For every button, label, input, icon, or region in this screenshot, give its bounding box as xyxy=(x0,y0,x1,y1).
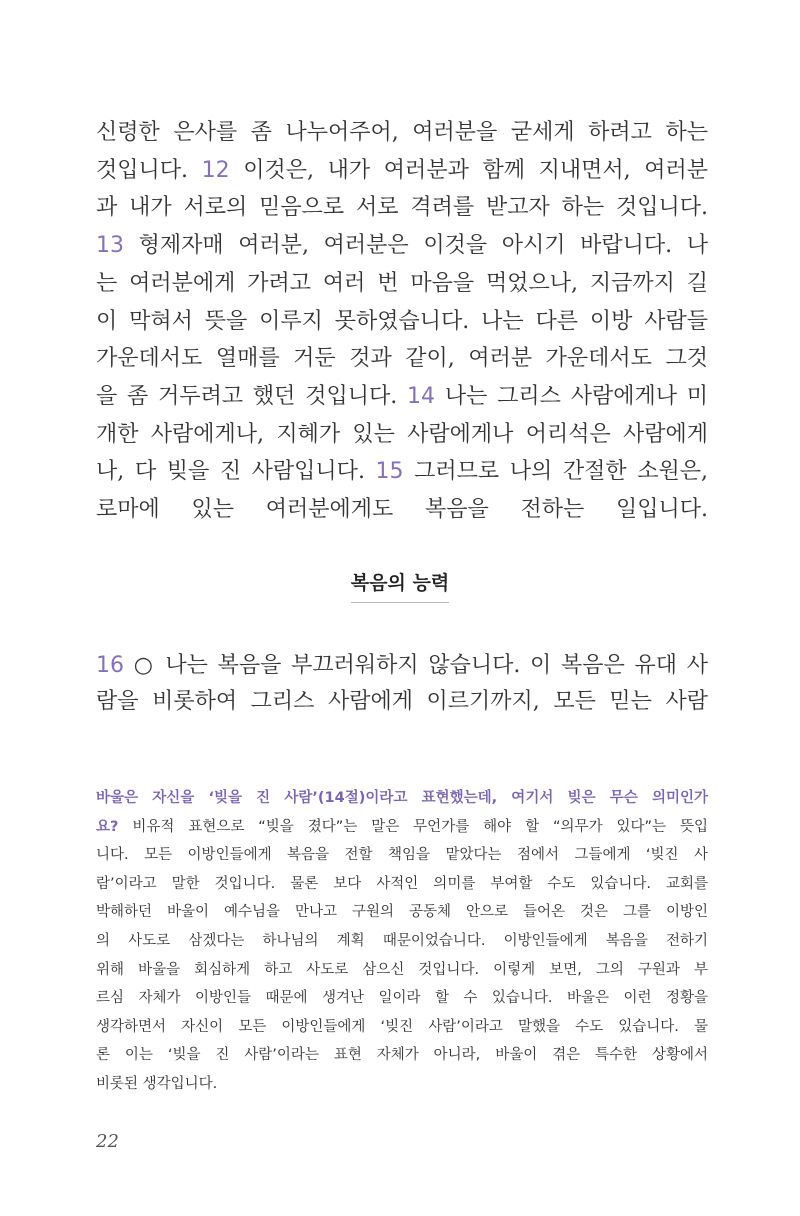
commentary-note xyxy=(96,784,708,1099)
text-run: 과 내가 서로의 믿음으로 서로 격려를 받고자 하는 것입니다. xyxy=(96,195,708,221)
text-run: 비롯된 생각입니다. xyxy=(96,1075,218,1092)
verse-number: 14 xyxy=(407,383,436,409)
scripture-passage-gospel-power xyxy=(96,648,708,720)
text-run: 람을 비롯하여 그리스 사람에게 이르기까지, 모든 믿는 사람 xyxy=(96,689,708,714)
note-question: 바울은 자신을 ‘빚을 진 사람’(14절)이라고 표현했는데, 여기서 빚은 무슨 의미인가 xyxy=(96,790,708,806)
note-line xyxy=(96,898,708,927)
text-run: 이것은, 내가 여러분과 함께 지내면서, 여러분 xyxy=(229,157,708,183)
passage-line xyxy=(96,227,708,265)
text-run: 는 여러분에게 가려고 여러 번 마음을 먹었으나, 지금까지 길 xyxy=(96,270,708,296)
note-line xyxy=(96,1041,708,1070)
text-run: 비유적 표현으로 “빚을 졌다”는 말은 무언가를 해야 할 “의무가 있다”는 뜻입 xyxy=(118,818,708,835)
note-line xyxy=(96,813,708,842)
section-heading xyxy=(0,568,800,603)
text-run: ○ 나는 복음을 부끄러워하지 않습니다. 이 복음은 유대 사 xyxy=(124,653,708,678)
verse-number: 15 xyxy=(375,459,404,485)
passage-line xyxy=(96,189,708,227)
text-run: 람’이라고 말한 것입니다. 물론 보다 사적인 의미를 부여할 수도 있습니다. 교회를 xyxy=(96,875,708,892)
passage-line xyxy=(96,684,708,720)
note-line xyxy=(96,956,708,985)
note-line xyxy=(96,927,708,956)
text-run: 신령한 은사를 좀 나누어주어, 여러분을 굳세게 하려고 하는 xyxy=(96,120,708,145)
text-run: 의 사도로 삼겠다는 하나님의 계획 때문이었습니다. 이방인들에게 복음을 전하기 xyxy=(96,932,708,949)
text-run: 나, 다 빚을 진 사람입니다. xyxy=(96,459,376,485)
text-run: 위해 바울을 회심하게 하고 사도로 삼으신 것입니다. 이렇게 보면, 그의 구원과 부 xyxy=(96,961,708,978)
note-line xyxy=(96,1070,708,1099)
text-run: 가운데서도 열매를 거둔 것과 같이, 여러분 가운데서도 그것 xyxy=(96,346,708,372)
note-line xyxy=(96,870,708,899)
text-run: 그러므로 나의 간절한 소원은, xyxy=(403,459,708,485)
text-run: 생각하면서 자신이 모든 이방인들에게 ‘빚진 사람’이라고 말했을 수도 있습니다. 물 xyxy=(96,1018,708,1035)
text-run: 르심 자체가 이방인들 때문에 생겨난 일이라 할 수 있습니다. 바울은 이런 정황을 xyxy=(96,990,708,1007)
text-run: 론 이는 ‘빚을 진 사람’이라는 표현 자체가 아니라, 바울이 겪은 특수한 상황에서 xyxy=(96,1047,708,1064)
scripture-passage-romans-1 xyxy=(96,114,708,529)
passage-line xyxy=(96,114,708,152)
text-run: 이 막혀서 뜻을 이루지 못하였습니다. 나는 다른 이방 사람들 xyxy=(96,308,708,334)
text-run: 로마에 있는 여러분에게도 복음을 전하는 일입니다. xyxy=(96,497,708,523)
text-run: 을 좀 거두려고 했던 것입니다. xyxy=(96,383,408,409)
text-run: 박해하던 바울이 예수님을 만나고 구원의 공동체 안으로 들어온 것은 그를 이방인 xyxy=(96,904,708,921)
page-number: 22 xyxy=(96,1131,119,1152)
passage-line xyxy=(96,648,708,684)
note-line xyxy=(96,1013,708,1042)
verse-number: 12 xyxy=(201,157,230,183)
note-line xyxy=(96,841,708,870)
text-run: 개한 사람에게나, 지혜가 있는 사람에게나 어리석은 사람에게 xyxy=(96,421,708,447)
passage-line xyxy=(96,265,708,303)
passage-line xyxy=(96,416,708,454)
passage-line xyxy=(96,378,708,416)
section-heading-text: 복음의 능력 xyxy=(351,568,449,603)
passage-line xyxy=(96,340,708,378)
passage-line xyxy=(96,491,708,529)
text-run: 나는 그리스 사람에게나 미 xyxy=(435,383,709,409)
note-line xyxy=(96,784,708,813)
passage-line xyxy=(96,453,708,491)
text-run: 형제자매 여러분, 여러분은 이것을 아시기 바랍니다. 나 xyxy=(124,233,708,259)
passage-line xyxy=(96,152,708,190)
verse-number: 13 xyxy=(96,233,124,259)
text-run: 것입니다. xyxy=(96,157,202,183)
passage-line xyxy=(96,303,708,341)
note-line xyxy=(96,984,708,1013)
note-question: 요? xyxy=(96,818,119,835)
text-run: 니다. 모든 이방인들에게 복음을 전할 책임을 맡았다는 점에서 그들에게 ‘빚진 사 xyxy=(96,847,708,864)
verse-number: 16 xyxy=(96,653,124,678)
